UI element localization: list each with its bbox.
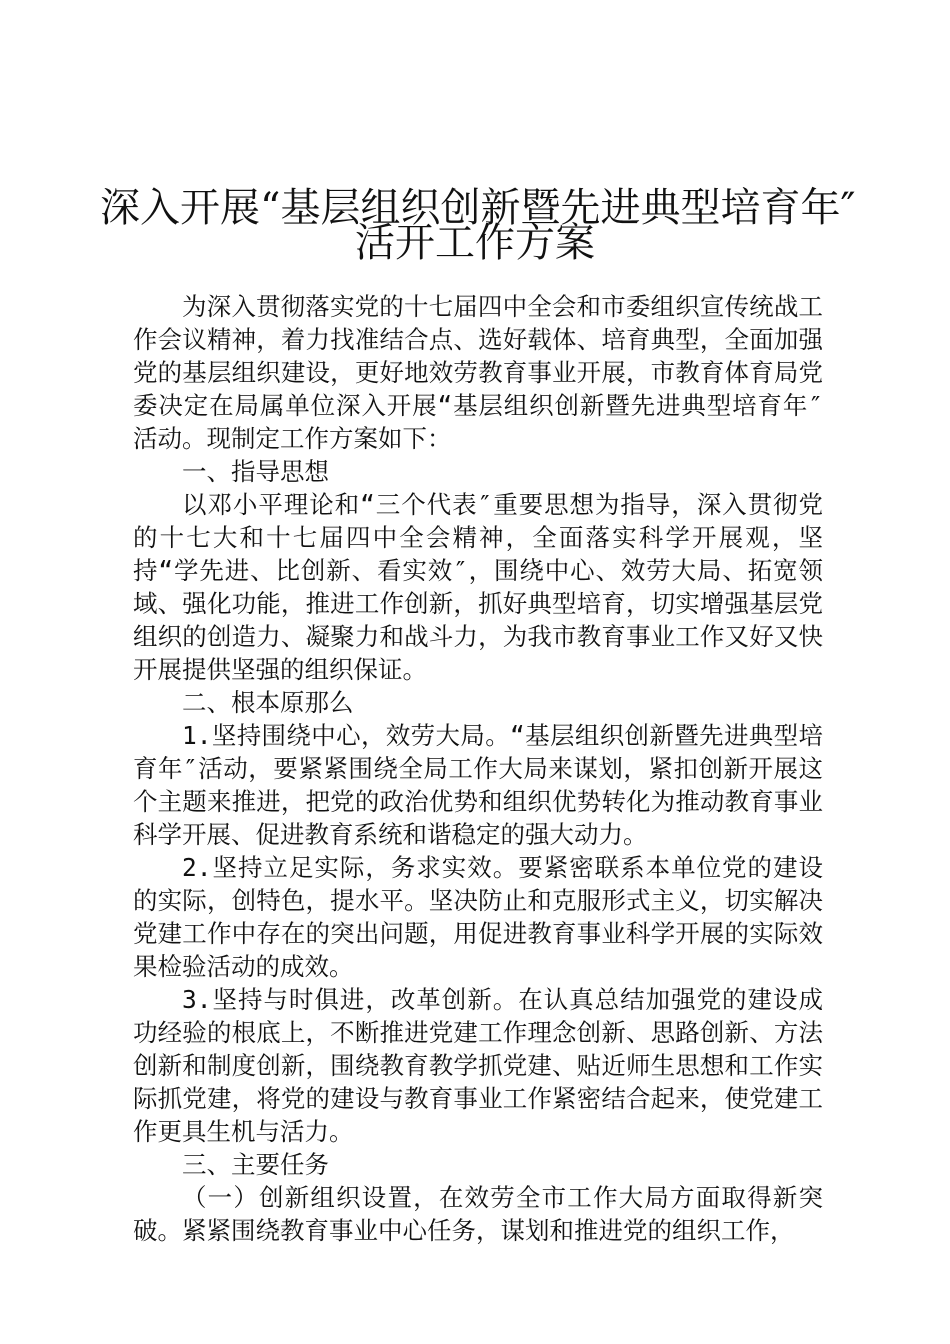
paragraph-principle-1: 1.坚持围绕中心，效劳大局。“基层组织创新暨先进典型培育年″活动，要紧紧围绕全局工作大局来谋划，紧扣创新开展这个主题来推进，把党的政治优势和组织优势转化为推动教育事业科学开展、促进教育系统和谐稳定的强大动力。	[133, 721, 823, 849]
section-heading-guiding-ideology: 一、指导思想	[182, 457, 329, 486]
document-title-line-1: 深入开展“基层组织创新暨先进典型培育年″	[100, 185, 856, 231]
paragraph-guiding-ideology: 以邓小平理论和“三个代表″重要思想为指导，深入贯彻党的十七大和十七届四中全会精神，全面落实科学开展观，坚持“学先进、比创新、看实效″，围绕中心、效劳大局、拓宽领域、强化功能，推进工作创新，抓好典型培育，切实增强基层党组织的创造力、凝聚力和战斗力，为我市教育事业工作又好又快开展提供坚强的组织保证。	[133, 490, 823, 684]
paragraph-principle-2: 2.坚持立足实际，务求实效。要紧密联系本单位党的建设的实际，创特色，提水平。坚决防止和克服形式主义，切实解决党建工作中存在的突出问题，用促进教育事业科学开展的实际效果检验活动的成效。	[133, 853, 823, 981]
section-heading-principles: 二、根本原那么	[182, 688, 354, 717]
paragraph-task-1: （一）创新组织设置，在效劳全市工作大局方面取得新突破。紧紧围绕教育事业中心任务，谋划和推进党的组织工作，	[133, 1183, 823, 1245]
document-title-line-2: 活开工作方案	[355, 220, 595, 266]
paragraph-principle-3: 3.坚持与时俱进，改革创新。在认真总结加强党的建设成功经验的根底上，不断推进党建工作理念创新、思路创新、方法创新和制度创新，围绕教育教学抓党建、贴近师生思想和工作实际抓党建，将党的建设与教育事业工作紧密结合起来，使党建工作更具生机与活力。	[133, 985, 823, 1146]
section-heading-main-tasks: 三、主要任务	[182, 1150, 329, 1179]
document-body	[133, 290, 823, 1247]
paragraph-intro: 为深入贯彻落实党的十七届四中全会和市委组织宣传统战工作会议精神，着力找准结合点、选好载体、培育典型，全面加强党的基层组织建设，更好地效劳教育事业开展，市教育体育局党委决定在局属单位深入开展“基层组织创新暨先进典型培育年″活动。现制定工作方案如下：	[133, 292, 823, 453]
